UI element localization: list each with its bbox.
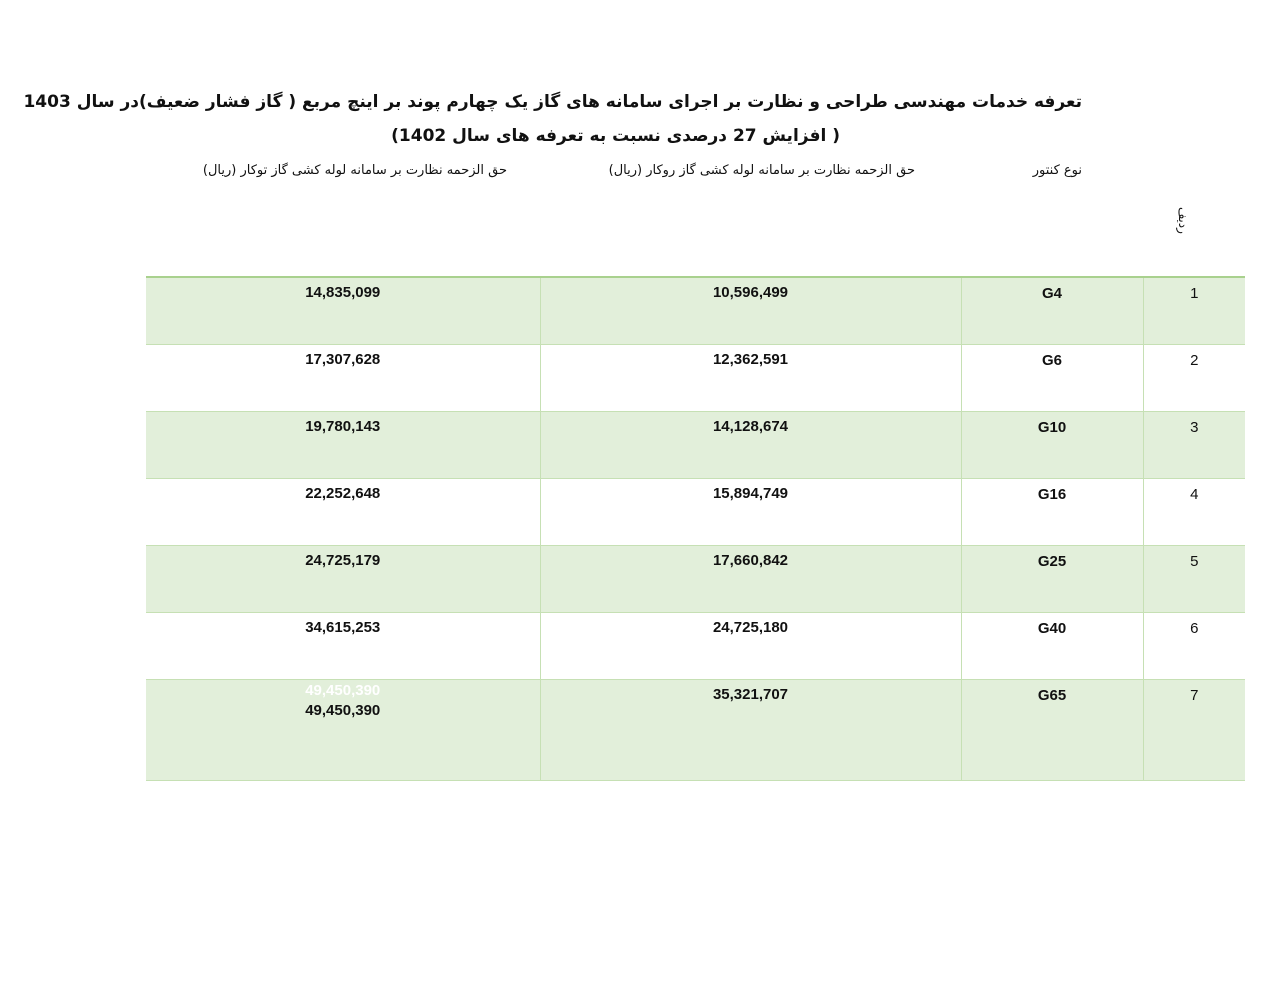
tariff-table (146, 276, 1245, 781)
meter-type-cell: G10 (961, 412, 1143, 479)
surface-fee-cell: 12,362,591 (540, 345, 961, 412)
faded-duplicate-value: 49,450,390 (305, 682, 381, 699)
surface-fee-cell: 10,596,499 (540, 277, 961, 345)
concealed-fee-cell: 14,835,099 (146, 277, 540, 345)
surface-fee-cell: 35,321,707 (540, 680, 961, 781)
concealed-fee-cell: 34,615,253 (146, 613, 540, 680)
table-row (146, 277, 1245, 345)
row-number-cell: 7 (1143, 680, 1245, 781)
table-row (146, 613, 1245, 680)
concealed-fee-cell: 24,725,179 (146, 546, 540, 613)
table-row (146, 479, 1245, 546)
table-row (146, 680, 1245, 781)
table-row (146, 412, 1245, 479)
concealed-fee-cell: 17,307,628 (146, 345, 540, 412)
concealed-fee-cell: 19,780,143 (146, 412, 540, 479)
meter-type-cell: G25 (961, 546, 1143, 613)
meter-type-cell: G40 (961, 613, 1143, 680)
row-number-cell: 4 (1143, 479, 1245, 546)
meter-type-cell: G4 (961, 277, 1143, 345)
surface-fee-cell: 17,660,842 (540, 546, 961, 613)
table-row (146, 345, 1245, 412)
surface-fee-cell: 15,894,749 (540, 479, 961, 546)
header-concealed-piping-fee: حق الزحمه نظارت بر سامانه لوله کشی گاز توکار (ریال) (202, 163, 507, 178)
row-number-cell: 3 (1143, 412, 1245, 479)
header-row-number: ردیف (1176, 207, 1190, 234)
header-meter-type: نوع کنتور (1032, 163, 1082, 178)
row-number-cell: 2 (1143, 345, 1245, 412)
meter-type-cell: G16 (961, 479, 1143, 546)
header-surface-piping-fee: حق الزحمه نظارت بر سامانه لوله کشی گاز روکار (ریال) (608, 163, 915, 178)
row-number-cell: 5 (1143, 546, 1245, 613)
page-subtitle: ( افزایش 27 درصدی نسبت به تعرفه های سال 1402) (391, 126, 840, 146)
meter-type-cell: G65 (961, 680, 1143, 781)
concealed-fee-cell: 22,252,648 (146, 479, 540, 546)
concealed-fee-cell: 49,450,390 49,450,390 (146, 680, 540, 781)
row-number-cell: 6 (1143, 613, 1245, 680)
surface-fee-cell: 24,725,180 (540, 613, 961, 680)
table-row (146, 546, 1245, 613)
row-number-cell: 1 (1143, 277, 1245, 345)
meter-type-cell: G6 (961, 345, 1143, 412)
surface-fee-cell: 14,128,674 (540, 412, 961, 479)
page-title: تعرفه خدمات مهندسی طراحی و نظارت بر اجرای سامانه های گاز یک چهارم پوند بر اینچ مربع ( گاز فشار ضعیف)در سال 1403 (23, 92, 1082, 112)
